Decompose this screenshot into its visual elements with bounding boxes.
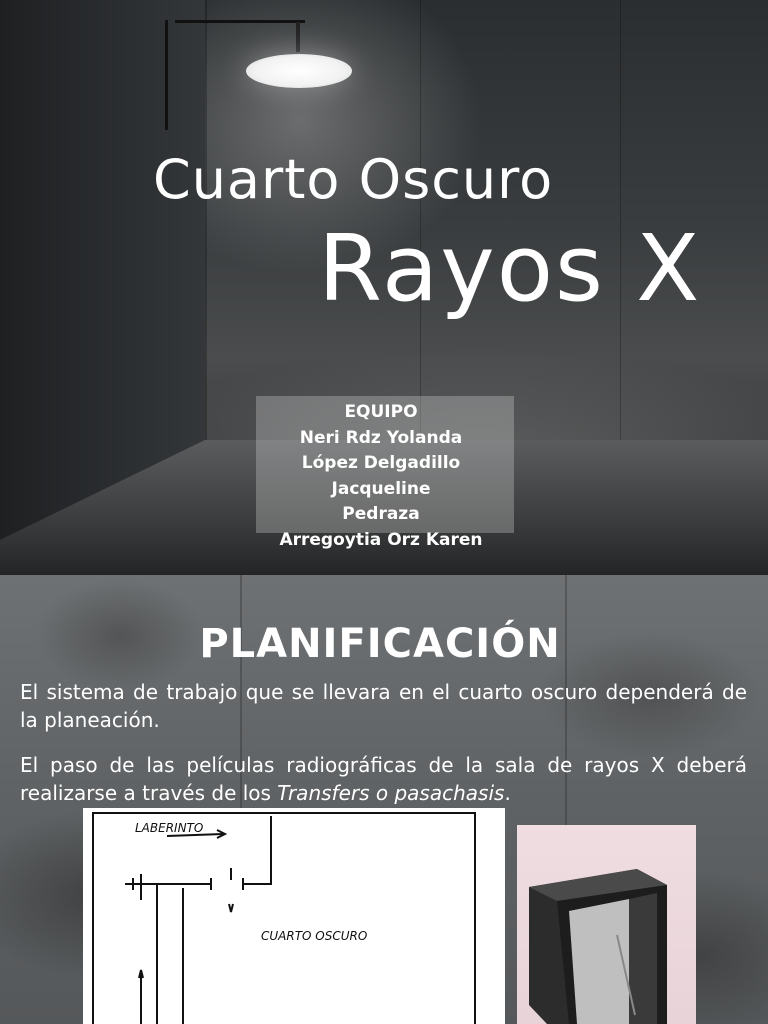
paragraph-2 <box>20 751 747 807</box>
team-member: López Delgadillo <box>301 453 461 473</box>
lamp-icon <box>246 54 352 88</box>
title-line-1: Cuarto Oscuro <box>153 148 554 211</box>
pasachasis-photo <box>517 825 696 1024</box>
box-panel <box>569 899 629 1024</box>
planning-slide <box>0 575 768 1024</box>
title-line-2: Rayos X <box>318 215 702 322</box>
team-heading: EQUIPO <box>344 402 418 422</box>
team-member: Jacqueline <box>331 478 431 499</box>
diagram-label-cuarto: CUARTO OSCURO <box>261 929 368 943</box>
lamp-bracket <box>165 20 168 130</box>
diagram-outer-wall <box>93 813 475 1024</box>
diagram-label-laberinto: LABERINTO <box>135 821 204 835</box>
paragraph-2-italic: Transfers o pasachasis <box>277 781 505 805</box>
paragraph-1: El sistema de trabajo que se llevara en el cuarto oscuro dependerá de la planeación. <box>20 680 747 732</box>
paragraph-2-end: . <box>504 781 511 805</box>
team-list <box>240 400 522 553</box>
diagram-drawing <box>83 808 505 1024</box>
team-member: Arregoytia Orz Karen <box>279 529 483 550</box>
team-member: Pedraza <box>342 504 420 524</box>
lamp-arm <box>175 20 305 23</box>
slide-heading: PLANIFICACIÓN <box>199 621 561 667</box>
team-member: Neri Rdz Yolanda <box>299 427 463 448</box>
paragraph-2-text: El paso de las películas radiográficas de la sala de rayos X deberá realizarse a través de los <box>20 753 747 805</box>
diagram-maze-wall <box>243 816 271 884</box>
darkroom-diagram <box>83 808 505 1024</box>
diagram-arrowhead <box>229 904 233 912</box>
pasachasis-image <box>517 825 696 1024</box>
wall-corner <box>205 0 207 440</box>
lamp-stem <box>296 22 300 52</box>
